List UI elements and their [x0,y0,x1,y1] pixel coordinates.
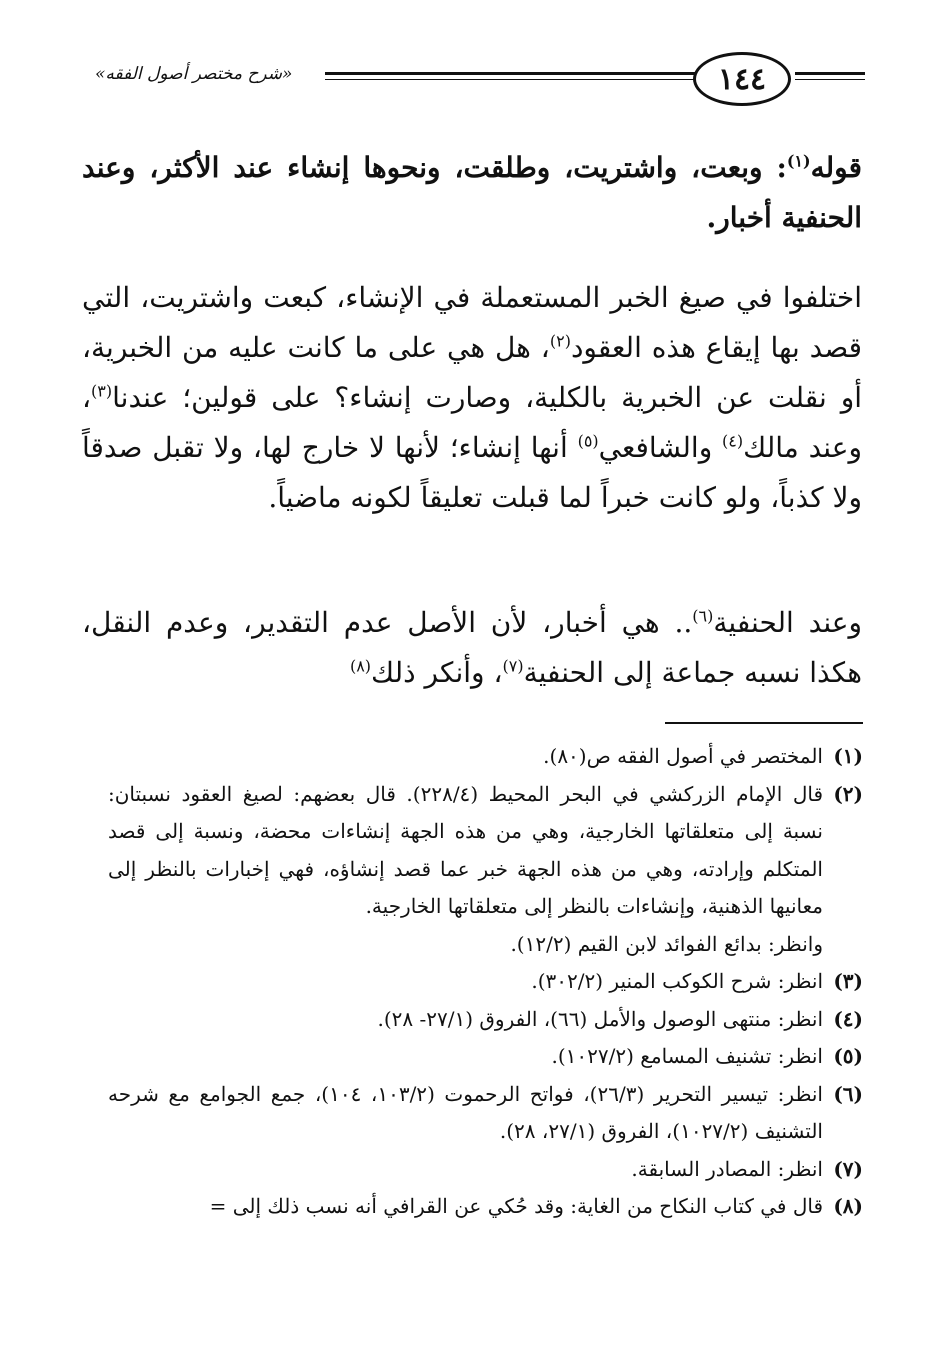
footnotes [108,738,863,1226]
footnote-7 [108,1151,863,1189]
footnote-number: (٣) [833,969,863,993]
body-paragraph-1 [82,273,862,523]
footnote-ref-5: (٥) [577,431,599,451]
body-text: اختلفوا في صيغ الخبر المستعملة في الإنشاء، كبعت واشتريت، التي قصد بها إيقاع هذه العقود [82,281,863,364]
footnote-5 [108,1038,863,1076]
footnote-number: (٢) [833,781,863,806]
footnote-ref-3: (٣) [91,381,113,401]
footnote-separator [665,722,863,724]
footnote-number: (٧) [833,1156,863,1181]
footnote-ref-7: (٧) [502,656,524,676]
footnote-number: (٦) [833,1081,863,1106]
body-text: أنها إنشاء؛ لأنها لا خارج لها، ولا تقبل صدقاً ولا كذباً، ولو كانت خبراً لما قبلت تعليقاً لكونه ماضياً. [82,431,862,514]
body-paragraph-2 [82,598,862,698]
footnote-text: انظر: تيسير التحرير (٢٦/٣)، فواتح الرحموت (١٠٣/٢، ١٠٤)، جمع الجوامع مع شرحه التشنيف (١٠٢٧/٢)، الفروق (٢٧/١، ٢٨). [108,1081,823,1143]
page-header [95,50,865,110]
header-rule-right [795,72,865,84]
footnote-number: (٤) [833,1006,863,1031]
footnote-3 [108,963,863,1001]
footnote-number: (١) [833,744,863,768]
running-title: «شرح مختصر أصول الفقه» [95,64,293,84]
footnote-number: (٨) [833,1194,863,1218]
body-text: ، وأنكر ذلك [371,656,503,689]
footnote-text: انظر: المصادر السابقة. [631,1156,823,1181]
footnote-text: انظر: منتهى الوصول والأمل (٦٦)، الفروق (٢٧/١- ٢٨). [377,1006,823,1031]
footnote-2-continuation: وانظر: بدائع الفوائد لابن القيم (١٢/٢). [510,931,823,956]
footnote-2 [108,776,863,926]
header-rule-left [325,72,695,84]
body-text: ، هل هي على ما كانت عليه من الخبرية، أو نقلت عن الخبرية بالكلية، وصارت إنشاء؟ على قولين؛ عندنا [82,331,862,414]
body-text: ، وعند مالك [82,381,862,464]
footnote-text: المختصر في أصول الفقه ص(٨٠). [543,744,823,768]
footnote-ref-8: (٨) [349,656,372,676]
footnote-text: انظر: تشنيف المسامع (١٠٢٧/٢). [551,1044,823,1068]
footnote-ref-4: (٤) [722,431,744,451]
footnote-ref-2: (٢) [549,331,571,351]
main-heading-paragraph [82,143,862,243]
footnote-8 [108,1188,863,1226]
footnote-4 [108,1001,863,1039]
page-number: ١٤٤ [693,52,791,106]
footnote-text: قال الإمام الزركشي في البحر المحيط (٢٢٨/٤). قال بعضهم: لصيغ العقود نسبتان: نسبة إلى متعلقاتها الخارجية، وهي من هذه الجهة إنشاءات محضة، ونسبة إلى قصد المتكلم وإرادته، وهي من هذه الجهة خبر عما قصد إنشاؤه، فهي إخبارات بالنظر إلى معانيها الذهنية، وإنشاءات بالنظر إلى متعلقاتها الخارجية. [108,781,824,918]
footnote-text: انظر: شرح الكوكب المنير (٣٠٢/٢). [531,969,823,993]
footnote-1 [108,738,863,776]
footnote-6 [108,1076,863,1151]
body-text: وعند الحنفية [713,606,863,639]
footnote-ref-6: (٦) [692,606,714,626]
body-text: والشافعي [598,431,723,464]
heading-text: : وبعت، واشتريت، وطلقت، ونحوها إنشاء عند الأكثر، وعند الحنفية أخبار. [82,151,862,234]
heading-lead: قوله [810,151,862,184]
body-text: .. هي أخبار، لأن الأصل عدم التقدير، وعدم النقل، هكذا نسبه جماعة إلى الحنفية [82,606,862,689]
footnote-number: (٥) [833,1044,863,1068]
footnote-ref-1: (١) [786,151,811,171]
footnote-text: قال في كتاب النكاح من الغاية: وقد حُكي عن القرافي أنه نسب ذلك إلى = [209,1194,823,1218]
